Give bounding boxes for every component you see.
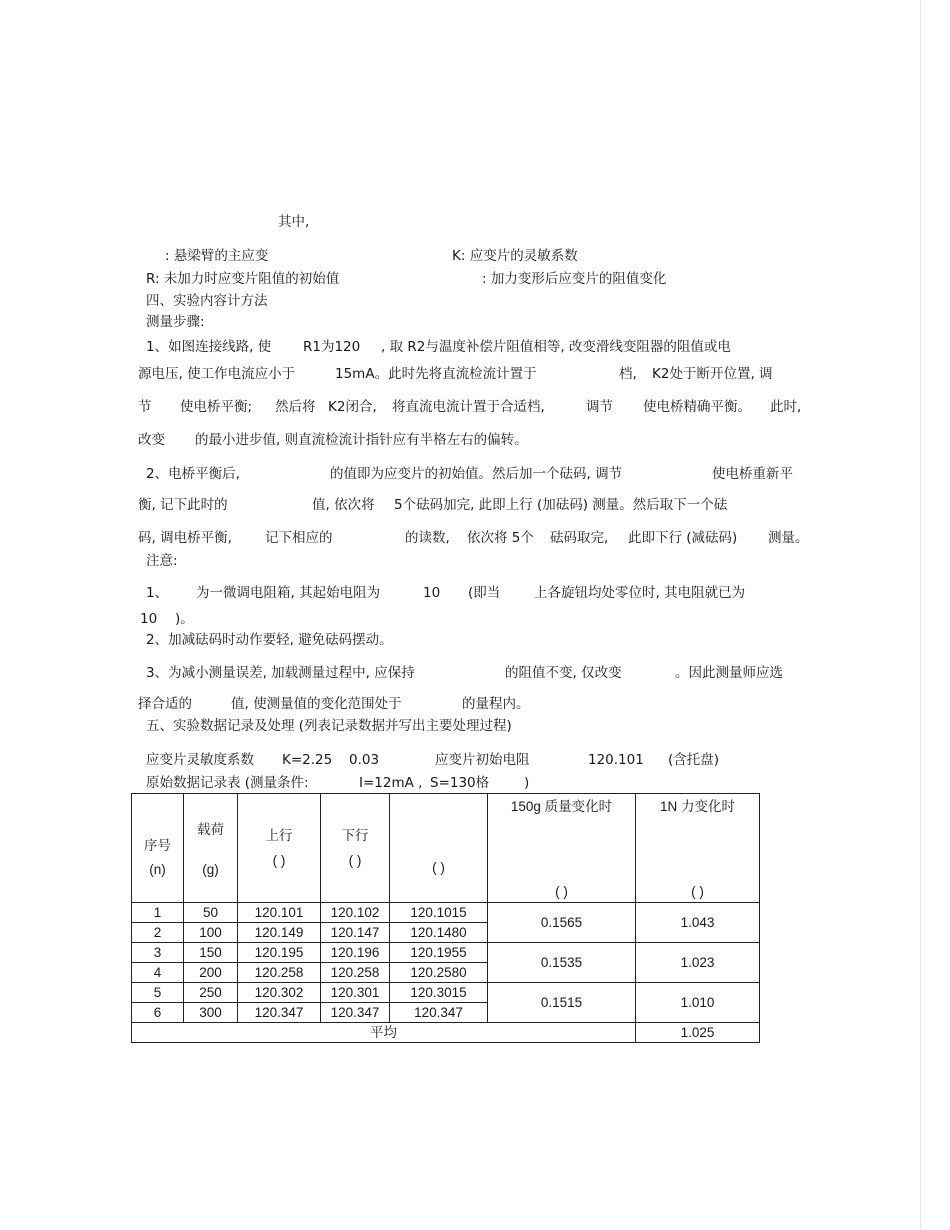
step1-l2b: 15mA。此时先将直流检流计置于: [335, 366, 537, 382]
k-label: 应变片灵敏度系数: [146, 752, 254, 768]
note3-e: 值, 使测量值的变化范围处于: [231, 696, 402, 712]
r0-value: 120.101: [588, 752, 644, 768]
cell-force-change: 1.010: [636, 983, 760, 1023]
cell-down: 120.301: [321, 983, 390, 1003]
notes-label: 注意:: [146, 553, 178, 569]
step1-l2a: 源电压, 使工作电流应小于: [138, 366, 296, 382]
note3-a: 3、为减小测量误差, 加载测量过程中, 应保持: [146, 665, 415, 681]
section4-heading: 四、实验内容计方法: [146, 293, 268, 309]
step2-l3a: 码, 调电桥平衡,: [138, 530, 232, 546]
note3-c: 。因此测量师应选: [675, 665, 783, 681]
cell-up: 120.101: [238, 903, 321, 923]
cond-scale: S=130格: [430, 775, 490, 791]
cell-avg: 120.3015: [390, 983, 488, 1003]
step2-l3b: 记下相应的: [265, 530, 333, 546]
step1-l3a: 节: [138, 399, 152, 415]
cell-down: 120.347: [321, 1003, 390, 1023]
data-record-table: [131, 793, 760, 1043]
r0-note: (含托盘): [668, 752, 720, 768]
header-mass-label: 150g 质量变化时: [510, 799, 613, 814]
table-caption: 原始数据记录表 (测量条件:: [146, 775, 309, 791]
step1-l2d: K2处于断开位置, 调: [652, 366, 773, 382]
cell-force-change: 1.023: [636, 943, 760, 983]
cell-n: 2: [132, 923, 184, 943]
cell-force-change: 1.043: [636, 903, 760, 943]
cell-load: 200: [184, 963, 238, 983]
section5-heading: 五、实验数据记录及处理 (列表记录数据并写出主要处理过程): [146, 718, 512, 734]
cell-up: 120.195: [238, 943, 321, 963]
header-force-label: 1N 力变化时: [659, 799, 735, 814]
cell-n: 1: [132, 903, 184, 923]
header-up-unit: ( ): [272, 853, 286, 868]
def-strain: : 悬梁臂的主应变: [165, 248, 269, 264]
header-down-unit: ( ): [348, 853, 362, 868]
step2-l1c: 使电桥重新平: [712, 466, 793, 482]
cell-avg: 120.1480: [390, 923, 488, 943]
average-value: 1.025: [636, 1023, 760, 1043]
header-seq: [132, 794, 184, 903]
k-error: 0.03: [349, 752, 380, 768]
step1-l1a: 1、如图连接线路, 使: [146, 339, 272, 355]
cell-load: 100: [184, 923, 238, 943]
def-r: R: 未加力时应变片阻值的初始值: [146, 271, 340, 287]
note1-f: 10: [140, 611, 158, 627]
header-seq-unit: (n): [149, 862, 166, 877]
step1-l4a: 改变: [138, 432, 165, 448]
header-average-unit: ( ): [432, 860, 445, 875]
cell-mass-change: 0.1565: [488, 903, 636, 943]
cell-up: 120.302: [238, 983, 321, 1003]
step2-l3g: 测量。: [768, 530, 809, 546]
header-load-unit: (g): [202, 862, 219, 877]
note3-f: 的量程内。: [462, 696, 530, 712]
table-row: [132, 903, 760, 923]
header-force-unit: ( ): [691, 884, 704, 899]
step2-l3e: 砝码取完,: [550, 530, 609, 546]
note1-e: 上各旋钮均处零位时, 其电阻就已为: [534, 585, 746, 601]
cell-n: 4: [132, 963, 184, 983]
step1-l3f: 调节: [586, 399, 613, 415]
average-label: 平均: [132, 1023, 636, 1043]
cell-avg: 120.2580: [390, 963, 488, 983]
table-average-row: [132, 1023, 760, 1043]
step2-l1b: 的值即为应变片的初始值。然后加一个砝码, 调节: [330, 466, 623, 482]
cell-mass-change: 0.1515: [488, 983, 636, 1023]
header-down-label: 下行: [341, 828, 369, 843]
cell-down: 120.102: [321, 903, 390, 923]
cell-down: 120.196: [321, 943, 390, 963]
header-force-change: [636, 794, 760, 903]
step1-l1b: R1为120: [303, 339, 361, 355]
header-load-label: 载荷: [197, 822, 224, 837]
note3-b: 的阻值不变, 仅改变: [505, 665, 622, 681]
intro-qizhong: 其中,: [278, 214, 310, 230]
note1-b: 为一微调电阻箱, 其起始电阻为: [196, 585, 381, 601]
header-average: [390, 794, 488, 903]
header-mass-unit: ( ): [555, 884, 568, 899]
note3-d: 择合适的: [138, 696, 192, 712]
step1-l3g: 使电桥精确平衡。: [643, 399, 751, 415]
cell-up: 120.347: [238, 1003, 321, 1023]
cell-load: 50: [184, 903, 238, 923]
cell-load: 250: [184, 983, 238, 1003]
step1-l3h: 此时,: [770, 399, 802, 415]
table-row: [132, 983, 760, 1003]
step2-l2b: 值, 依次将: [312, 497, 375, 513]
step2-l3d: 依次将 5个: [467, 530, 534, 546]
table-row: [132, 943, 760, 963]
header-seq-label: 序号: [144, 838, 171, 853]
step2-l2a: 衡, 记下此时的: [138, 497, 228, 513]
cell-avg: 120.1015: [390, 903, 488, 923]
header-mass-change: [488, 794, 636, 903]
header-up-label: 上行: [265, 828, 293, 843]
note1-d: (即当: [468, 585, 501, 601]
cell-avg: 120.1955: [390, 943, 488, 963]
step1-l3d: K2闭合,: [328, 399, 377, 415]
note1-a: 1、: [146, 585, 169, 601]
header-up: [238, 794, 321, 903]
def-k: K: 应变片的灵敏系数: [452, 248, 578, 264]
cond-current: I=12mA ,: [359, 775, 423, 791]
k-value: K=2.25: [282, 752, 333, 768]
note1-g: )。: [175, 611, 194, 627]
header-load: [184, 794, 238, 903]
step1-l2c: 档,: [619, 366, 637, 382]
cell-down: 120.147: [321, 923, 390, 943]
note1-c: 10: [423, 585, 441, 601]
cell-n: 6: [132, 1003, 184, 1023]
step1-l3c: 然后将: [275, 399, 316, 415]
cell-up: 120.258: [238, 963, 321, 983]
step1-l3e: 将直流电流计置于合适档,: [392, 399, 545, 415]
header-down: [321, 794, 390, 903]
page-edge-line: [920, 0, 921, 1230]
cell-n: 5: [132, 983, 184, 1003]
step1-l4b: 的最小进步值, 则直流检流计指针应有半格左右的偏转。: [195, 432, 528, 448]
steps-label: 测量步骤:: [146, 314, 205, 330]
step2-l3c: 的读数,: [405, 530, 450, 546]
cond-close: ): [524, 775, 530, 791]
note2: 2、加减砝码时动作要轻, 避免砝码摆动。: [146, 632, 393, 648]
step1-l3b: 使电桥平衡;: [180, 399, 253, 415]
step1-l1c: , 取 R2与温度补偿片阻值相等, 改变滑线变阻器的阻值或电: [381, 339, 731, 355]
cell-down: 120.258: [321, 963, 390, 983]
cell-avg: 120.347: [390, 1003, 488, 1023]
cell-load: 300: [184, 1003, 238, 1023]
cell-n: 3: [132, 943, 184, 963]
def-dr: : 加力变形后应变片的阻值变化: [482, 271, 667, 287]
r0-label: 应变片初始电阻: [435, 752, 530, 768]
step2-l3f: 此即下行 (减砝码): [628, 530, 738, 546]
step2-l1a: 2、电桥平衡后,: [146, 466, 240, 482]
step2-l2c: 5个砝码加完, 此即上行 (加砝码) 测量。然后取下一个砝: [394, 497, 728, 513]
table-header-row: [132, 794, 760, 903]
cell-up: 120.149: [238, 923, 321, 943]
cell-load: 150: [184, 943, 238, 963]
cell-mass-change: 0.1535: [488, 943, 636, 983]
